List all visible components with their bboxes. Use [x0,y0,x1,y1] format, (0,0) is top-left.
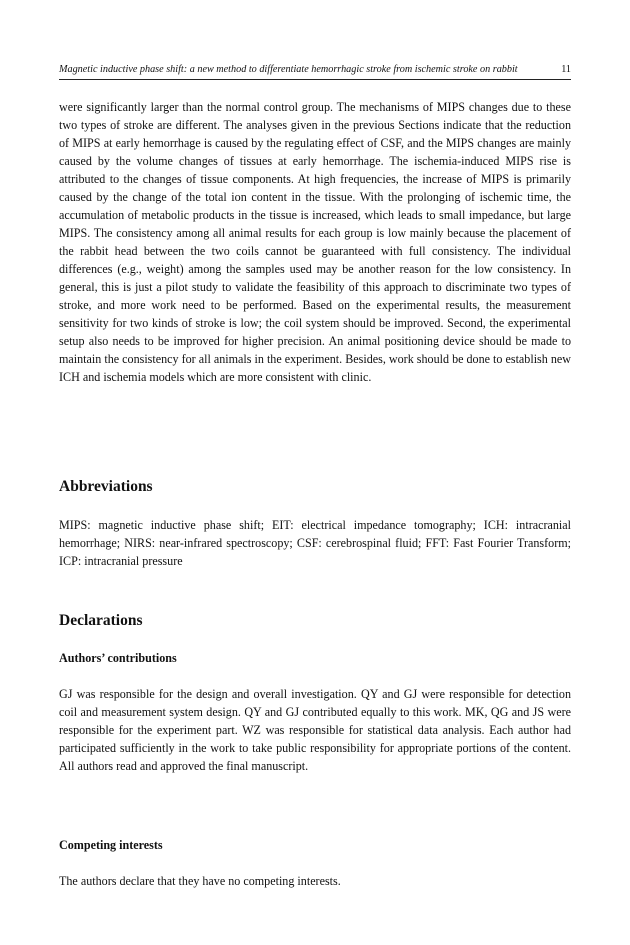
authors-contributions-text: GJ was responsible for the design and overall investigation. QY and GJ were responsible for detection coil and measurement system design. QY and GJ contributed equally to this work. MK, QG and JS were responsible for the experiment part. WZ was responsible for statistical data analysis. Each author had participated sufficiently in the work to take public responsibility for appropriate portions of the content. All authors read and approved the final manuscript. [59,687,571,773]
declarations-heading: Declarations [59,612,143,629]
competing-interests-text: The authors declare that they have no competing interests. [59,874,341,888]
abbreviations-heading: Abbreviations [59,478,153,495]
running-title: Magnetic inductive phase shift: a new method to differentiate hemorrhagic stroke from ischemic stroke on rabbit [59,64,518,75]
page-number: 11 [561,64,571,75]
competing-interests-heading: Competing interests [59,838,163,852]
running-head [59,63,571,80]
discussion-paragraph: were significantly larger than the normal control group. The mechanisms of MIPS changes due to these two types of stroke are different. The analyses given in the previous Sections indicate that the reduction of MIPS at early hemorrhage is caused by the regulating effect of CSF, and the MIPS changes are mainly caused by the volume changes of tissues at early hemorrhage. The ischemia-induced MIPS rise is attributed to the changes of tissue components. At high frequencies, the increase of MIPS is primarily caused by the change of the total ion content in the tissue. With the prolonging of ischemic time, the accumulation of metabolic products in the tissue is increased, which leads to small impedance, but large MIPS. The consistency among all animal results for each group is low mainly because the placement of the rabbit head between the two coils cannot be guaranteed with full consistency. The individual differences (e.g., weight) among the samples used may be another reason for the low consistency. In general, this is just a pilot study to validate the feasibility of this approach to discriminate two types of stroke, and more work need to be performed. Based on the experimental results, the measurement sensitivity for two kinds of stroke is low; the coil system should be improved. Second, the experimental setup also needs to be improved for higher precision. An animal positioning device should be made to maintain the consistency for all animals in the experiment. Besides, work should be done to establish new ICH and ischemia models which are more consistent with clinic. [59,100,571,384]
authors-contributions-heading: Authors’ contributions [59,651,177,665]
abbreviations-text: MIPS: magnetic inductive phase shift; EIT: electrical impedance tomography; ICH: intracranial hemorrhage; NIRS: near-infrared spectroscopy; CSF: cerebrospinal fluid; FFT: Fast Fourier Transform; ICP: intracranial pressure [59,518,571,568]
